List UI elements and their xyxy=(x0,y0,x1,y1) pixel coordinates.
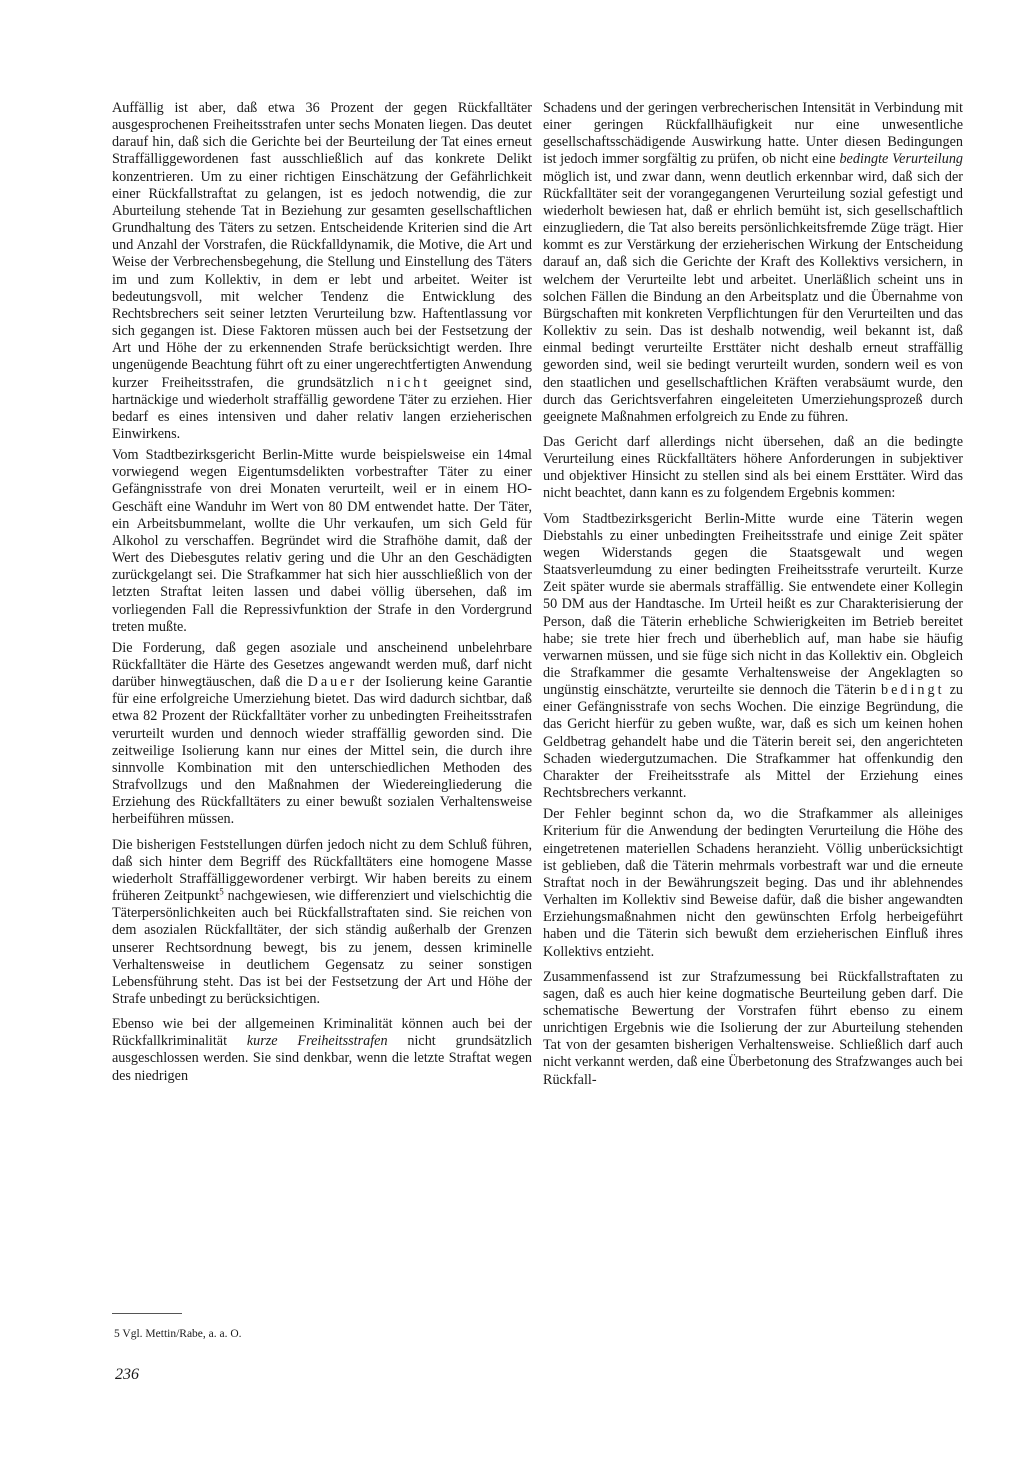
spaced-emphasis: bedingt xyxy=(880,682,945,699)
right-column xyxy=(543,100,963,1093)
paragraph: Zusammenfassend ist zur Strafzumessung bei Rückfallstraftaten zu sagen, daß es auch hier keine dogmatische Beurteilung geben darf. Die schematische Bewertung der Vorstrafen führt ebenso zu einem unrichtigen Ergebnis wie die Isolierung der zur Aburteilung stehenden Tat von der gesamten bisherigen Verhaltensweise. Schließlich darf auch nicht verkannt werden, daß eine Überbetonung des Strafzwanges auch bei Rückfall- xyxy=(543,968,963,1088)
paragraph: Vom Stadtbezirksgericht Berlin-Mitte wurde beispielsweise ein 14mal vorwiegend wegen Eigentumsdelikten vorbestrafter Täter zu einer Gefängnisstrafe von drei Monaten verurteilt, weil er in einem HO-Geschäft eine Wanduhr im Wert von 80 DM entwendet hatte. Der Täter, ein Arbeitsbummelant, wollte die Uhr verkaufen, um sich Geld für Alkohol zu verschaffen. Begründet wird die Strafhöhe damit, daß der Wert des Diebesgutes relativ gering und die Uhr an den Geschädigten zurückgelangt sei. Die Strafkammer hat sich hier ausschließlich von der letzten Straftat leiten lassen und dabei völlig übersehen, daß im vorliegenden Fall die Repressivfunktion der Strafe in den Vordergrund treten mußte. xyxy=(112,447,532,635)
italic-emphasis: bedingte Verurteilung xyxy=(839,151,964,168)
paragraph: Vom Stadtbezirksgericht Berlin-Mitte wurde eine Täterin wegen Diebstahls zu einer unbedingten Freiheitsstrafe und einige Zeit später wegen Widerstands gegen die Staatsgewalt und wegen Staatsverleumdung zu einer bedingten Freiheitsstrafe verurteilt. Kurze Zeit später wurde sie abermals straffällig. Sie entwendete einer Kollegin 50 DM aus der Handtasche. Im Urteil heißt es zur Charakterisierung der Person, daß die Täterin erhebliche Schwierigkeiten im Betrieb bereitet habe; sie trete hier frech und überheblich auf, man habe sie häufig verwarnen müssen, und sie füge sich nicht in das Kollektiv ein. Obgleich die Strafkammer die gesamte Verhaltensweise der Angeklagten so ungünstig einschätzte, verurteilte sie dennoch die Täterin bedingt zu einer Gefängnisstrafe von sechs Wochen. Die einzige Begründung, die das Gericht hierfür zu geben wußte, war, daß es sich um keinen hohen Geldbetrag gehandelt habe und die Täterin bereit sei, den angerichteten Schaden wiedergutzumachen. Die Strafkammer hat offenkundig den Charakter der Freiheitsstrafe als Mittel der Erziehung eines Rechtsbrechers verkannt. xyxy=(543,510,963,802)
footnote-marker: 5 xyxy=(219,886,224,897)
italic-emphasis: kurze Freiheitsstrafen xyxy=(246,1033,388,1050)
paragraph: Die Forderung, daß gegen asoziale und anscheinend unbelehrbare Rückfalltäter die Härte des Gesetzes angewandt werden muß, darf nicht darüber hinwegtäuschen, daß die Dauer der Isolierung keine Garantie für eine erfolgreiche Umerziehung bietet. Das wird dadurch sichtbar, daß etwa 82 Prozent der Rückfalltäter vorher zu unbedingten Freiheitsstrafen verurteilt wurden und dennoch wieder straffällig geworden sind. Die zeitweilige Isolierung kann nur eines der Mittel sein, die durch ihre sinnvolle Kombination mit den unterschiedlichen Methoden des Strafvollzugs und den Maßnahmen der Wiedereingliederung die Erziehung des Rückfalltäters zu einer bewußt sozialen Verhaltensweise herbeiführen müssen. xyxy=(112,639,533,828)
footnote-divider xyxy=(112,1313,182,1314)
page-number: 236 xyxy=(115,1366,139,1383)
paragraph: Auffällig ist aber, daß etwa 36 Prozent der gegen Rückfalltäter ausgesprochenen Freiheitsstrafen unter sechs Monaten liegen. Das deutet darauf hin, daß sich die Gerichte bei der Beurteilung der Tat eines erneut Straffälliggewordenen fast ausschließlich auf das konkrete Delikt konzentrieren. Um zu einer richtigen Einschätzung der Gefährlichkeit einer Rückfallstraftat zu gelangen, ist es jedoch notwendig, die zur Aburteilung stehende Tat in Beziehung zur gesamten gesellschaftlichen Grundhaltung des Täters zu setzen. Entscheidende Kriterien sind die Art und Anzahl der Vorstrafen, die Rückfalldynamik, die Motive, die Art und Weise der Verbrechensbegehung, die Stellung und Einstellung des Täters im und zum Kollektiv, in dem er lebt und arbeitet. Weiter ist bedeutungsvoll, mit welcher Tendenz die Entwicklung des Rechtsbrechers seit seiner letzten Verurteilung bzw. Haftentlassung vor sich gegangen ist. Diese Faktoren müssen auch bei der Festsetzung der Art und Höhe der zu erkennenden Strafe berücksichtigt werden. Ihre ungenügende Beachtung führt oft zu einer ungerechtfertigten Anwendung kurzer Freiheitsstrafen, die grundsätzlich nicht geeignet sind, hartnäckige und wiederholt straffällig gewordene Täter zu erziehen. Hier bedarf es eines intensiven und daher relativ langen erzieherischen Einwirkens. xyxy=(112,100,532,442)
paragraph: Ebenso wie bei der allgemeinen Kriminalität können auch bei der Rückfallkriminalität kurze Freiheitsstrafen nicht grundsätzlich ausgeschlossen werden. Sie sind denkbar, wenn die letzte Straftat wegen des niedrigen xyxy=(112,1016,532,1084)
footnote: 5 Vgl. Mettin/Rabe, a. a. O. xyxy=(114,1328,242,1340)
paragraph: Schadens und der geringen verbrecherischen Intensität in Verbindung mit einer geringen Rückfallhäufigkeit nur eine unwesentliche gesellschaftsschädigende Auswirkung hatte. Unter diesen Bedingungen ist jedoch immer sorgfältig zu prüfen, ob nicht eine bedingte Verurteilung möglich ist, und zwar dann, wenn deutlich erkennbar wird, daß sich der Rückfalltäter seit der vorangegangenen Verurteilung sozial gefestigt und wiederholt bewiesen hat, daß er ehrlich bemüht ist, sich gesellschaftlich einzugliedern, die Tat also bereits persönlichkeitsfremde Züge trägt. Hier kommt es zur Verstärkung der erzieherischen Wirkung der Entscheidung darauf an, daß sich die Gerichte der Kraft des Kollektivs versichern, in welchem der Verurteilte lebt und arbeitet. Unerläßlich scheint uns in solchen Fällen die Bindung an den Arbeitsplatz und die Übernahme von Bürgschaften mit konkreten Verpflichtungen für den Verurteilten und das Kollektiv zu sein. Das ist deshalb notwendig, weil bekannt ist, daß einmal bedingt verurteilte Ersttäter nicht deshalb erneut straffällig geworden sind, weil sie bedingt verurteilt wurden, sondern weil es von den staatlichen und gesellschaftlichen Kräften verabsäumt wurde, den durch das Gerichtsverfahren eingeleiteten Umerziehungsprozeß durch geeignete Maßnahmen erfolgreich zu Ende zu führen. xyxy=(543,100,964,425)
left-column xyxy=(112,100,532,1089)
paragraph: Die bisherigen Feststellungen dürfen jedoch nicht zu dem Schluß führen, daß sich hinter dem Begriff des Rückfalltäters eine homogene Masse wiederholt Straffälliggewordener verbirgt. Wir haben bereits zu einem früheren Zeitpunkt$^5$ nachgewiesen, wie differenziert und vielschichtig die Täterpersönlichkeiten auch bei Rückfallstraftaten sind. Sie reichen von dem asozialen Rückfalltäter, der sich ständig außerhalb der Grenzen unserer Rechtsordnung bewegt, bis zu jenem, dessen kriminelle Verhaltensweise in deutlichem Gegensatz zu seiner sonstigen Lebensführung steht. Das ist bei der Festsetzung der Art und Höhe der Strafe unbedingt zu berücksichtigen. xyxy=(112,836,533,1007)
paragraph: Das Gericht darf allerdings nicht übersehen, daß an die bedingte Verurteilung eines Rückfalltäters höhere Anforderungen in subjektiver und objektiver Hinsicht zu stellen sind als bei einem Ersttäter. Wird das nicht beachtet, dann kann es zu folgendem Ergebnis kommen: xyxy=(543,433,963,502)
spaced-emphasis: Dauer xyxy=(307,674,358,691)
spaced-emphasis: nicht xyxy=(386,374,431,391)
paragraph: Der Fehler beginnt schon da, wo die Strafkammer als alleiniges Kriterium für die Anwendung der bedingten Verurteilung die Höhe des eingetretenen materiellen Schadens heranzieht. Völlig unberücksichtigt ist geblieben, daß die Täterin mehrmals vorbestraft war und die erneute Straftat noch in der Bewährungszeit beging. Das und ihr ablehnendes Verhalten im Kollektiv sind Beweise dafür, daß die bisher angewandten Erziehungsmaßnahmen nicht den gewünschten Erfolg herbeigeführt haben und die Täterin sich bewußt dem erzieherischen Einfluß ihres Kollektivs entzieht. xyxy=(543,806,963,960)
